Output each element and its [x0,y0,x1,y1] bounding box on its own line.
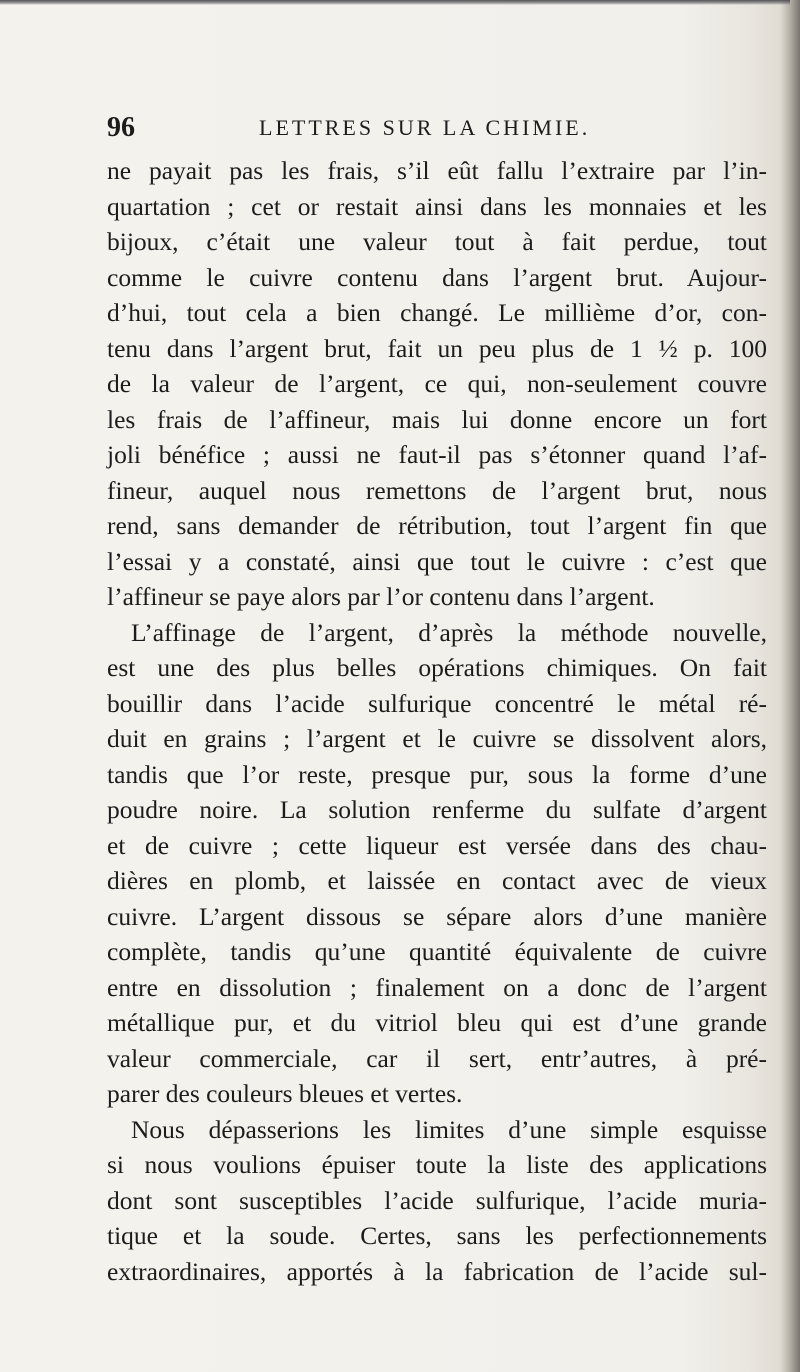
text-line: fineur, auquel nous remettons de l’argent brut, nous [107,475,767,505]
top-edge-shadow [0,0,790,5]
text-line: ne payait pas les frais, s’il eût fallu l’extraire par l’in- [107,156,767,185]
text-line: comme le cuivre contenu dans l’argent brut. Aujour- [107,262,767,292]
text-line: entre en dissolution ; finalement on a donc de l’argent [107,972,767,1002]
text-line: les frais de l’affineur, mais lui donne encore un fort [107,404,767,434]
text-line: poudre noire. La solution renferme du sulfate d’argent [107,795,767,824]
text-line: l’affineur se paye alors par l’or contenu dans l’argent. [107,582,655,611]
text-line: bijoux, c’était une valeur tout à fait perdue, tout [107,227,767,256]
page-header [107,106,767,150]
page-number: 96 [107,112,135,143]
text-line: tique et la soude. Certes, sans les perfectionnements [107,1221,767,1250]
text-line: parer des couleurs bleues et vertes. [107,1079,463,1108]
body-text [107,153,767,1289]
text-line: si nous voulions épuiser toute la liste des applications [107,1150,767,1179]
text-line: l’essai y a constaté, ainsi que tout le cuivre : c’est que [107,546,767,576]
page-edge-shadow [780,0,800,1372]
text-line: valeur commerciale, car il sert, entr’autres, à pré- [107,1043,767,1073]
text-line: et de cuivre ; cette liqueur est versée dans des chau- [107,830,767,860]
paragraph-start-line: Nous dépasserions les limites d’une simple esquisse [131,1114,767,1144]
paragraph-start-line: L’affinage de l’argent, d’après la méthode nouvelle, [131,617,767,647]
text-line: extraordinaires, apportés à la fabrication de l’acide sul- [107,1256,767,1286]
text-line: d’hui, tout cela a bien changé. Le millième d’or, con- [107,298,767,327]
text-line: joli bénéfice ; aussi ne faut-il pas s’étonner quand l’af- [107,440,767,469]
text-line: duit en grains ; l’argent et le cuivre se dissolvent alors, [107,724,767,753]
text-line: rend, sans demander de rétribution, tout l’argent fin que [107,511,767,540]
text-line: dières en plomb, et laissée en contact avec de vieux [107,866,767,895]
text-line: quartation ; cet or restait ainsi dans les monnaies et les [107,191,767,221]
text-line: dont sont susceptibles l’acide sulfurique, l’acide muria- [107,1185,767,1215]
text-line: est une des plus belles opérations chimiques. On fait [107,653,767,682]
text-line: bouillir dans l’acide sulfurique concentré le métal ré- [107,688,767,718]
text-line: de la valeur de l’argent, ce qui, non-seulement couvre [107,369,767,398]
text-line: tandis que l’or reste, presque pur, sous la forme d’une [107,759,767,789]
text-line: tenu dans l’argent brut, fait un peu plus de 1 ½ p. 100 [107,333,767,363]
running-title: LETTRES SUR LA CHIMIE. [259,115,591,140]
text-line: complète, tandis qu’une quantité équivalente de cuivre [107,937,767,966]
text-line: cuivre. L’argent dissous se sépare alors d’une manière [107,901,767,931]
text-line: métallique pur, et du vitriol bleu qui est d’une grande [107,1008,767,1037]
